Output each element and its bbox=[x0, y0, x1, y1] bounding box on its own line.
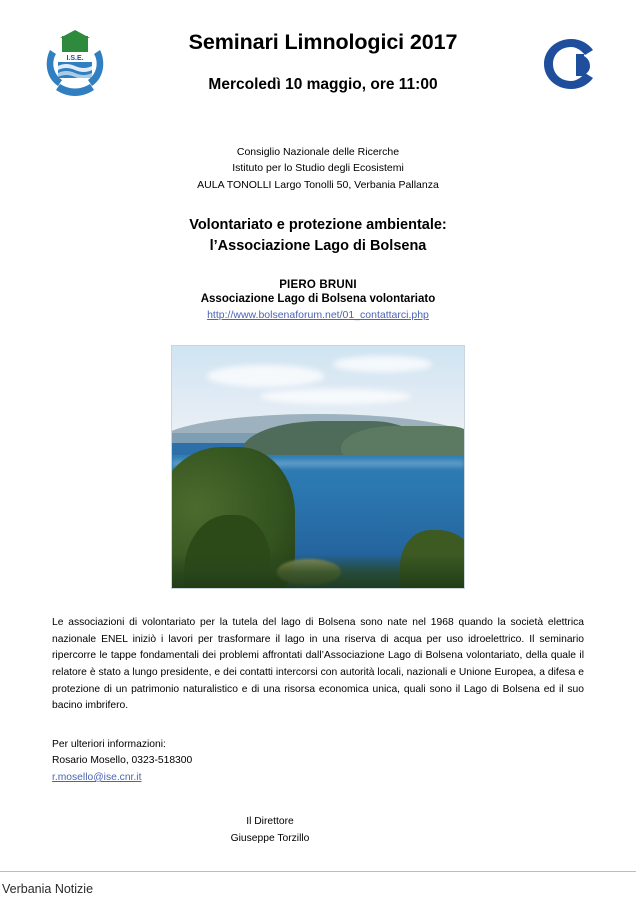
seminar-title-line-1: Volontariato e protezione ambientale: bbox=[189, 216, 447, 233]
institution-line-1: Consiglio Nazionale delle Ricerche bbox=[236, 146, 400, 158]
signature-block bbox=[0, 814, 540, 847]
photo-cloud bbox=[260, 389, 412, 404]
contacts-heading: Per ulteriori informazioni: bbox=[52, 738, 166, 750]
speaker-name: PIERO BRUNI bbox=[279, 278, 357, 291]
footer-divider bbox=[0, 871, 636, 872]
photo-cloud bbox=[207, 365, 324, 387]
seminar-date: Mercoledì 10 maggio, ore 11:00 bbox=[208, 75, 438, 93]
photo-container bbox=[0, 345, 636, 589]
lake-photo bbox=[171, 345, 465, 589]
signature-name: Giuseppe Torzillo bbox=[230, 832, 310, 844]
seminar-title bbox=[0, 215, 636, 257]
speaker-website-link[interactable]: http://www.bolsenaforum.net/01_contattarci.php bbox=[207, 308, 429, 321]
photo-promontory-secondary bbox=[341, 426, 465, 457]
seminar-title-line-2: l’Associazione Lago di Bolsena bbox=[209, 237, 427, 254]
photo-foreground-shadow bbox=[172, 554, 464, 589]
abstract-text: Le associazioni di volontariato per la tutela del lago di Bolsena sono nate nel 1968 quando la società elettrica nazionale ENEL iniziò i lavori per trasformare il lago in una riserva di acqua per uso idroelettrico. Il seminario ripercorre le tappe fondamentali dei problemi affrontati dall’Associazione Lago di Bolsena volontariato, della quale il relatore è stato a lungo presidente, e dei contatti intercorsi con autorità locali, nazionali e Unione Europea, a difesa e protezione di un patrimonio naturalistico e di una risorsa economica unica, quali sono il Lago di Bolsena ed il suo bacino imbrifero. bbox=[52, 616, 584, 712]
footer-label: Verbania Notizie bbox=[2, 882, 94, 896]
institution-line-2: Istituto per lo Studio degli Ecosistemi bbox=[232, 162, 404, 175]
institution-line-3: AULA TONOLLI Largo Tonolli 50, Verbania Pallanza bbox=[197, 178, 439, 191]
contact-email-link[interactable]: r.mosello@ise.cnr.it bbox=[52, 771, 142, 783]
signature-role: Il Direttore bbox=[246, 816, 294, 828]
speaker-affiliation: Associazione Lago di Bolsena volontariato bbox=[200, 292, 436, 305]
speaker-block bbox=[0, 279, 636, 323]
institution-block bbox=[0, 144, 636, 193]
contacts-block bbox=[52, 737, 584, 786]
title-block bbox=[120, 30, 526, 94]
poster-header bbox=[0, 0, 636, 130]
page-title: Seminari Limnologici 2017 bbox=[188, 30, 458, 54]
contact-person: Rosario Mosello, 0323-518300 bbox=[52, 755, 193, 767]
cnr-logo-icon bbox=[540, 36, 602, 92]
svg-text:I.S.E.: I.S.E. bbox=[66, 55, 84, 62]
ise-logo-icon bbox=[36, 28, 114, 98]
